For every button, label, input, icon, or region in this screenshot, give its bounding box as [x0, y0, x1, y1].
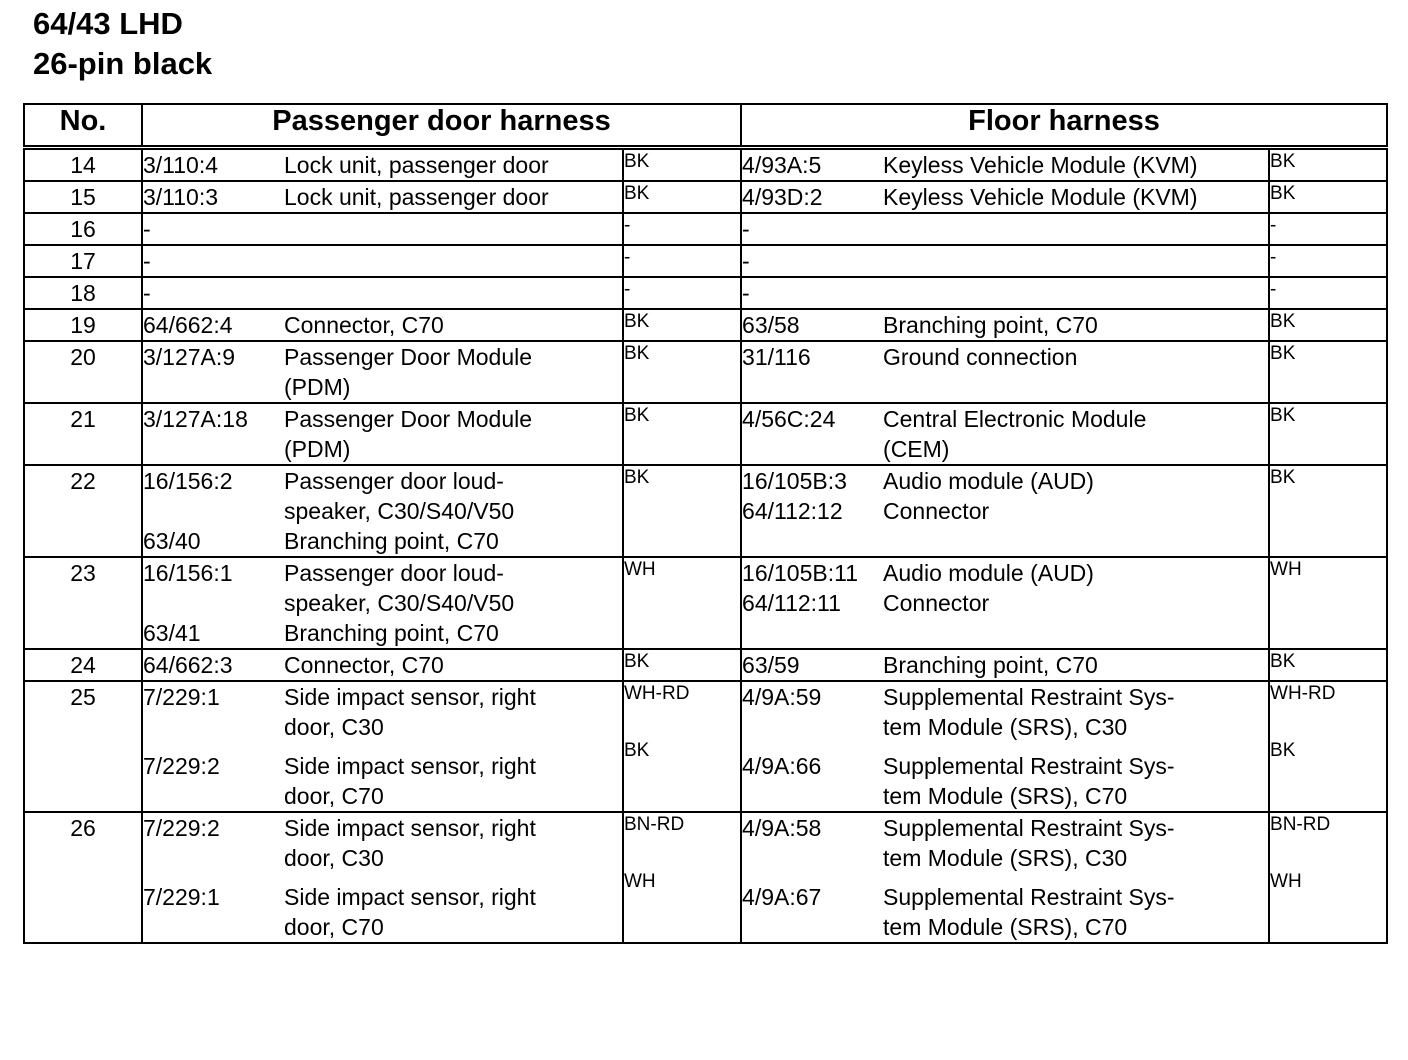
- passenger-ref: [142, 649, 284, 681]
- pin-number: 19: [24, 309, 142, 341]
- passenger-ref: [142, 341, 284, 403]
- cell-line: 3/127A:9: [143, 344, 236, 370]
- cell-line: (CEM): [883, 436, 950, 462]
- cell-line: [143, 843, 284, 873]
- cell-line: Lock unit, passenger door: [284, 152, 549, 178]
- floor-description: [883, 245, 1269, 277]
- cell-line: [284, 246, 622, 276]
- floor-description: [883, 812, 1269, 943]
- line-gap: [742, 873, 883, 882]
- cell-line: 64/112:12: [742, 498, 843, 524]
- passenger-wire-color: [623, 812, 741, 943]
- cell-line: BK: [624, 405, 650, 426]
- passenger-description: [284, 245, 623, 277]
- cell-line: -: [624, 247, 631, 268]
- floor-description: [883, 148, 1269, 182]
- cell-line: [1270, 706, 1386, 730]
- pin-number: 15: [24, 181, 142, 213]
- cell-line: -: [742, 248, 750, 274]
- table-row: [24, 649, 1387, 681]
- cell-line: 7/229:1: [143, 684, 220, 710]
- cell-line: [143, 781, 284, 811]
- cell-line: BK: [1270, 740, 1296, 761]
- floor-ref: [741, 245, 883, 277]
- cell-line: [742, 712, 883, 742]
- pin-number: 23: [24, 557, 142, 649]
- header-passenger-door-harness: Passenger door harness: [142, 104, 741, 148]
- pin-number: 16: [24, 213, 142, 245]
- floor-description: [883, 557, 1269, 649]
- cell-line: Connector, C70: [284, 652, 444, 678]
- cell-line: WH: [624, 559, 656, 580]
- cell-line: Connector, C70: [284, 312, 444, 338]
- passenger-wire-color: [623, 148, 741, 182]
- cell-line: 16/105B:11: [742, 560, 858, 586]
- floor-ref: [741, 213, 883, 245]
- cell-line: Supplemental Restraint Sys-: [883, 684, 1175, 710]
- line-gap: [284, 873, 622, 882]
- table-row: [24, 341, 1387, 403]
- table-row: [24, 181, 1387, 213]
- cell-line: 4/9A:66: [742, 753, 822, 779]
- passenger-wire-color: [623, 681, 741, 812]
- cell-line: [883, 214, 1268, 244]
- cell-line: Side impact sensor, right: [284, 753, 536, 779]
- pin-number: 24: [24, 649, 142, 681]
- cell-line: 4/9A:67: [742, 884, 822, 910]
- cell-line: [742, 912, 883, 942]
- table-row: [24, 148, 1387, 182]
- cell-line: (PDM): [284, 374, 351, 400]
- floor-description: [883, 181, 1269, 213]
- cell-line: [624, 706, 740, 730]
- cell-line: Central Electronic Module: [883, 406, 1147, 432]
- cell-line: [143, 496, 284, 526]
- pin-number: 20: [24, 341, 142, 403]
- cell-line: 16/156:1: [143, 560, 233, 586]
- cell-line: -: [624, 279, 631, 300]
- floor-description: [883, 277, 1269, 309]
- cell-line: [742, 781, 883, 811]
- floor-description: [883, 213, 1269, 245]
- cell-line: Branching point, C70: [883, 312, 1098, 338]
- floor-description: [883, 649, 1269, 681]
- passenger-description: [284, 557, 623, 649]
- cell-line: 7/229:2: [143, 815, 220, 841]
- passenger-ref: [142, 681, 284, 812]
- passenger-wire-color: [623, 309, 741, 341]
- cell-line: Supplemental Restraint Sys-: [883, 815, 1175, 841]
- passenger-ref: [142, 309, 284, 341]
- passenger-wire-color: [623, 341, 741, 403]
- floor-ref: [741, 277, 883, 309]
- cell-line: WH-RD: [1270, 683, 1336, 704]
- pin-number: 25: [24, 681, 142, 812]
- cell-line: door, C30: [284, 714, 384, 740]
- cell-line: Passenger Door Module: [284, 344, 533, 370]
- cell-line: -: [624, 215, 631, 236]
- floor-wire-color: [1269, 812, 1387, 943]
- header-floor-harness: Floor harness: [741, 104, 1387, 148]
- cell-line: [1270, 837, 1386, 861]
- cell-line: speaker, C30/S40/V50: [284, 498, 515, 524]
- pin-table: [23, 103, 1388, 944]
- cell-line: 31/116: [742, 344, 811, 370]
- cell-line: -: [1270, 279, 1277, 300]
- passenger-description: [284, 341, 623, 403]
- cell-line: -: [143, 280, 151, 306]
- cell-line: BK: [624, 467, 650, 488]
- pin-number: 21: [24, 403, 142, 465]
- cell-line: BK: [1270, 467, 1296, 488]
- floor-ref: [741, 181, 883, 213]
- passenger-wire-color: [623, 557, 741, 649]
- cell-line: WH: [1270, 871, 1302, 892]
- floor-description: [883, 465, 1269, 557]
- cell-line: 63/40: [143, 528, 201, 554]
- passenger-wire-color: [623, 181, 741, 213]
- line-gap: [1270, 730, 1386, 739]
- cell-line: Branching point, C70: [284, 528, 499, 554]
- passenger-description: [284, 681, 623, 812]
- cell-line: Side impact sensor, right: [284, 884, 536, 910]
- cell-line: [143, 372, 284, 402]
- cell-line: tem Module (SRS), C70: [883, 783, 1128, 809]
- cell-line: [143, 434, 284, 464]
- cell-line: 3/110:3: [143, 184, 219, 210]
- cell-line: 7/229:2: [143, 753, 220, 779]
- pin-number: 17: [24, 245, 142, 277]
- cell-line: 63/59: [742, 652, 800, 678]
- cell-line: BK: [624, 311, 650, 332]
- line-gap: [143, 742, 284, 751]
- cell-line: 64/662:4: [143, 312, 233, 338]
- table-row: [24, 812, 1387, 943]
- floor-wire-color: [1269, 148, 1387, 182]
- passenger-description: [284, 465, 623, 557]
- cell-line: Audio module (AUD): [883, 560, 1094, 586]
- cell-line: WH-RD: [624, 683, 690, 704]
- line-gap: [883, 873, 1268, 882]
- line-gap: [143, 873, 284, 882]
- table-row: [24, 245, 1387, 277]
- table-row: [24, 403, 1387, 465]
- floor-wire-color: [1269, 557, 1387, 649]
- cell-line: BK: [624, 740, 650, 761]
- pin-number: 18: [24, 277, 142, 309]
- cell-line: (PDM): [284, 436, 351, 462]
- cell-line: 3/110:4: [143, 152, 219, 178]
- cell-line: [742, 434, 883, 464]
- cell-line: door, C30: [284, 845, 384, 871]
- cell-line: 16/156:2: [143, 468, 233, 494]
- passenger-wire-color: [623, 277, 741, 309]
- floor-ref: [741, 309, 883, 341]
- cell-line: 4/9A:59: [742, 684, 822, 710]
- passenger-ref: [142, 403, 284, 465]
- floor-wire-color: [1269, 649, 1387, 681]
- floor-wire-color: [1269, 341, 1387, 403]
- cell-line: -: [742, 216, 750, 242]
- cell-line: 63/41: [143, 620, 201, 646]
- cell-line: Passenger door loud-: [284, 468, 504, 494]
- page-subtitle: 26-pin black: [33, 46, 213, 81]
- passenger-description: [284, 181, 623, 213]
- cell-line: -: [1270, 247, 1277, 268]
- floor-wire-color: [1269, 277, 1387, 309]
- floor-ref: [741, 681, 883, 812]
- cell-line: [1270, 763, 1386, 787]
- cell-line: tem Module (SRS), C30: [883, 714, 1128, 740]
- cell-line: Connector: [883, 590, 990, 616]
- floor-wire-color: [1269, 403, 1387, 465]
- cell-line: tem Module (SRS), C70: [883, 914, 1128, 940]
- passenger-ref: [142, 148, 284, 182]
- cell-line: 64/662:3: [143, 652, 233, 678]
- floor-wire-color: [1269, 681, 1387, 812]
- cell-line: BK: [624, 343, 650, 364]
- cell-line: [624, 894, 740, 918]
- cell-line: BK: [624, 151, 650, 172]
- line-gap: [883, 742, 1268, 751]
- cell-line: door, C70: [284, 783, 384, 809]
- pin-number: 22: [24, 465, 142, 557]
- cell-line: door, C70: [284, 914, 384, 940]
- cell-line: Branching point, C70: [883, 652, 1098, 678]
- passenger-ref: [142, 245, 284, 277]
- passenger-ref: [142, 812, 284, 943]
- cell-line: BK: [624, 183, 650, 204]
- floor-ref: [741, 403, 883, 465]
- floor-ref: [741, 465, 883, 557]
- passenger-wire-color: [623, 245, 741, 277]
- passenger-ref: [142, 213, 284, 245]
- table-body: [24, 148, 1387, 944]
- floor-wire-color: [1269, 309, 1387, 341]
- cell-line: BK: [1270, 343, 1296, 364]
- cell-line: [284, 214, 622, 244]
- cell-line: speaker, C30/S40/V50: [284, 590, 515, 616]
- passenger-wire-color: [623, 403, 741, 465]
- passenger-ref: [142, 557, 284, 649]
- floor-wire-color: [1269, 465, 1387, 557]
- cell-line: [624, 763, 740, 787]
- table-row: [24, 681, 1387, 812]
- cell-line: [143, 588, 284, 618]
- cell-line: Keyless Vehicle Module (KVM): [883, 184, 1198, 210]
- cell-line: Keyless Vehicle Module (KVM): [883, 152, 1198, 178]
- cell-line: BK: [1270, 311, 1296, 332]
- cell-line: Lock unit, passenger door: [284, 184, 549, 210]
- cell-line: Side impact sensor, right: [284, 684, 536, 710]
- table-row: [24, 213, 1387, 245]
- table-row: [24, 465, 1387, 557]
- cell-line: 4/93A:5: [742, 152, 822, 178]
- table-row: [24, 277, 1387, 309]
- line-gap: [742, 742, 883, 751]
- passenger-wire-color: [623, 213, 741, 245]
- cell-line: -: [143, 248, 151, 274]
- cell-line: -: [742, 280, 750, 306]
- cell-line: -: [1270, 215, 1277, 236]
- cell-line: BK: [624, 651, 650, 672]
- cell-line: Supplemental Restraint Sys-: [883, 753, 1175, 779]
- floor-ref: [741, 148, 883, 182]
- cell-line: 3/127A:18: [143, 406, 248, 432]
- passenger-ref: [142, 465, 284, 557]
- cell-line: 7/229:1: [143, 884, 220, 910]
- floor-description: [883, 341, 1269, 403]
- cell-line: BK: [1270, 651, 1296, 672]
- cell-line: Passenger door loud-: [284, 560, 504, 586]
- cell-line: [1270, 894, 1386, 918]
- cell-line: -: [143, 216, 151, 242]
- cell-line: BN-RD: [1270, 814, 1331, 835]
- passenger-description: [284, 309, 623, 341]
- floor-ref: [741, 649, 883, 681]
- cell-line: WH: [624, 871, 656, 892]
- cell-line: [742, 843, 883, 873]
- cell-line: 4/9A:58: [742, 815, 822, 841]
- cell-line: Passenger Door Module: [284, 406, 533, 432]
- cell-line: WH: [1270, 559, 1302, 580]
- floor-wire-color: [1269, 213, 1387, 245]
- cell-line: tem Module (SRS), C30: [883, 845, 1128, 871]
- passenger-wire-color: [623, 649, 741, 681]
- cell-line: 4/56C:24: [742, 406, 836, 432]
- pin-number: 14: [24, 148, 142, 182]
- floor-ref: [741, 812, 883, 943]
- passenger-ref: [142, 277, 284, 309]
- passenger-description: [284, 649, 623, 681]
- passenger-description: [284, 812, 623, 943]
- floor-description: [883, 309, 1269, 341]
- floor-ref: [741, 341, 883, 403]
- floor-ref: [741, 557, 883, 649]
- line-gap: [624, 730, 740, 739]
- page-title: 64/43 LHD: [33, 6, 183, 41]
- cell-line: BK: [1270, 183, 1296, 204]
- table-row: [24, 557, 1387, 649]
- cell-line: [883, 246, 1268, 276]
- cell-line: Side impact sensor, right: [284, 815, 536, 841]
- cell-line: [624, 837, 740, 861]
- cell-line: 63/58: [742, 312, 800, 338]
- passenger-wire-color: [623, 465, 741, 557]
- passenger-description: [284, 277, 623, 309]
- floor-description: [883, 403, 1269, 465]
- cell-line: Connector: [883, 498, 990, 524]
- line-gap: [1270, 861, 1386, 870]
- cell-line: Ground connection: [883, 344, 1078, 370]
- cell-line: BK: [1270, 405, 1296, 426]
- floor-wire-color: [1269, 245, 1387, 277]
- passenger-description: [284, 148, 623, 182]
- passenger-description: [284, 213, 623, 245]
- cell-line: 4/93D:2: [742, 184, 823, 210]
- pin-number: 26: [24, 812, 142, 943]
- cell-line: Supplemental Restraint Sys-: [883, 884, 1175, 910]
- cell-line: [143, 712, 284, 742]
- cell-line: [883, 278, 1268, 308]
- cell-line: 16/105B:3: [742, 468, 847, 494]
- cell-line: Audio module (AUD): [883, 468, 1094, 494]
- table-row: [24, 309, 1387, 341]
- passenger-description: [284, 403, 623, 465]
- line-gap: [284, 742, 622, 751]
- cell-line: BN-RD: [624, 814, 685, 835]
- table-header-row: [24, 104, 1387, 148]
- cell-line: 64/112:11: [742, 590, 841, 616]
- passenger-ref: [142, 181, 284, 213]
- line-gap: [624, 861, 740, 870]
- header-no: No.: [24, 104, 142, 148]
- cell-line: Branching point, C70: [284, 620, 499, 646]
- cell-line: [284, 278, 622, 308]
- floor-wire-color: [1269, 181, 1387, 213]
- cell-line: [143, 912, 284, 942]
- floor-description: [883, 681, 1269, 812]
- cell-line: BK: [1270, 151, 1296, 172]
